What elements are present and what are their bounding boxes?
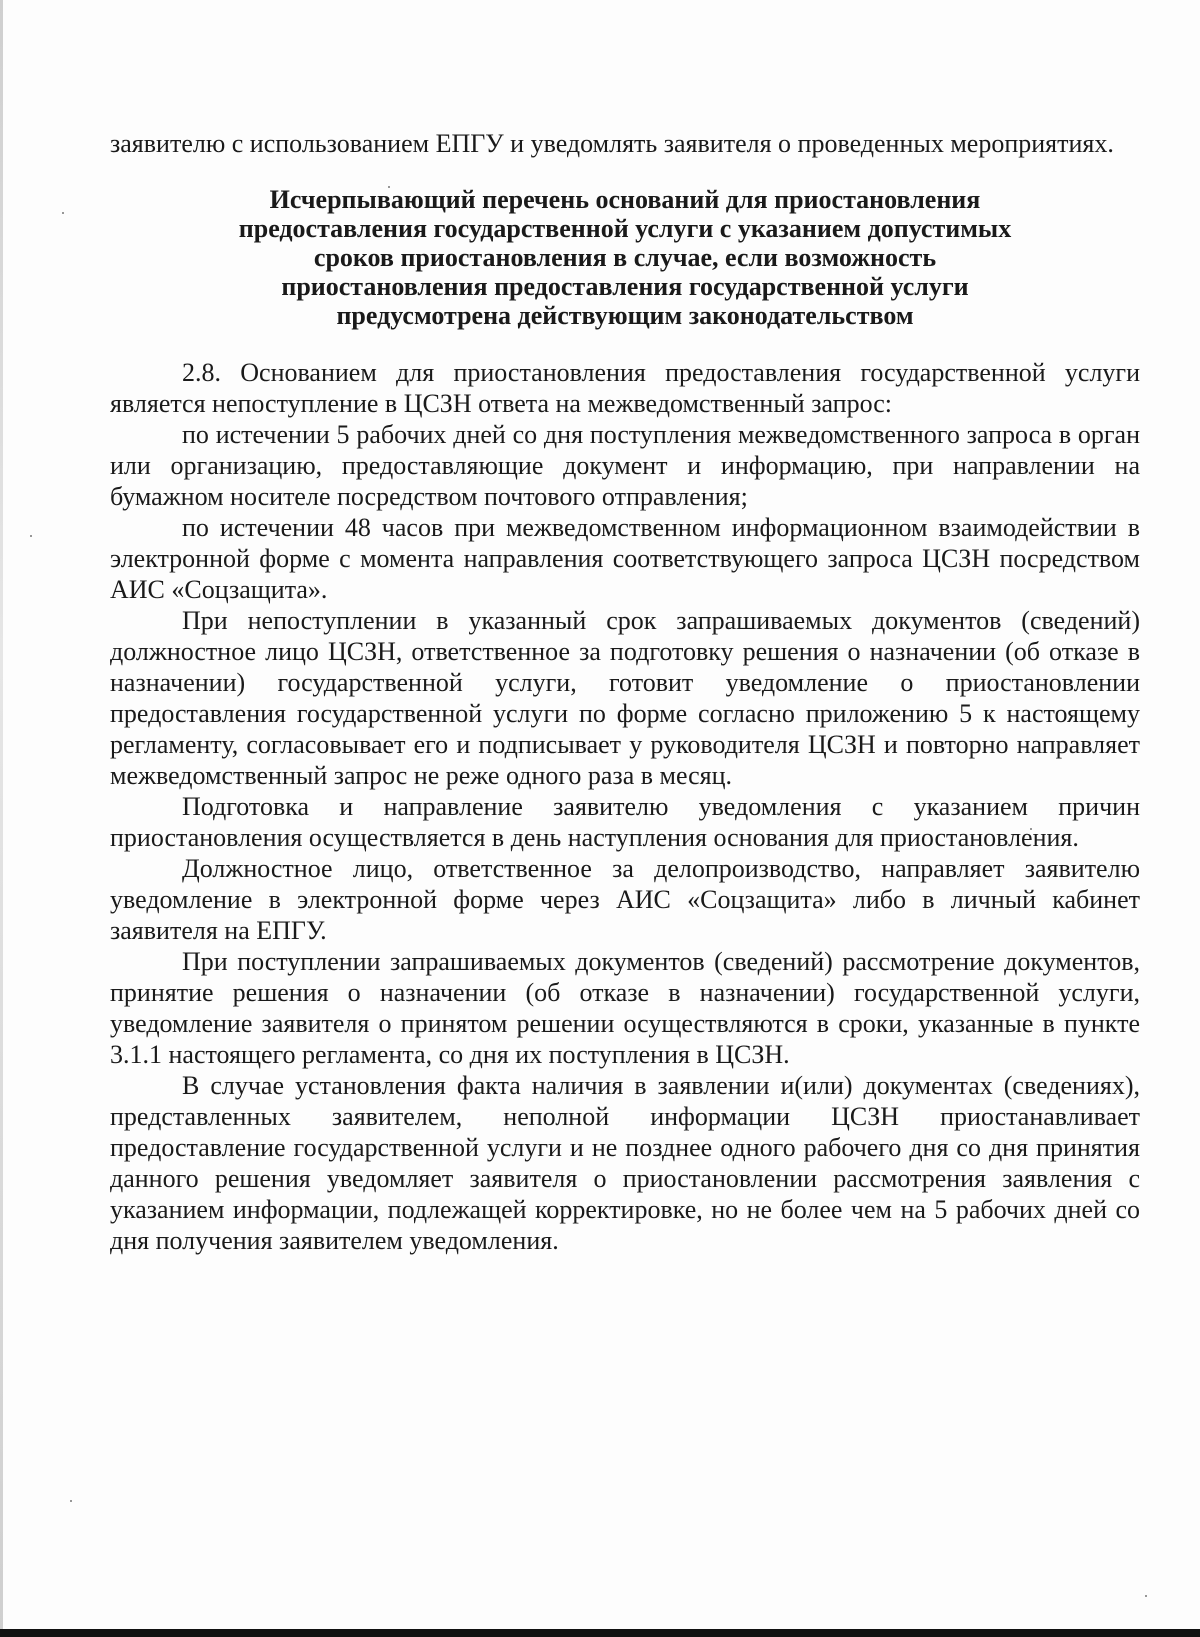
heading-line: предусмотрена действующим законодательством (336, 301, 914, 330)
scan-speck (30, 535, 32, 537)
scan-speck (62, 212, 64, 214)
paragraph-notification-prep: Подготовка и направление заявителю уведомления с указанием причин приостановления осуществляется в день наступления основания для приостановления. (110, 792, 1140, 852)
heading-line: приостановления предоставления государственной услуги (281, 272, 969, 301)
scan-speck (1145, 1595, 1147, 1597)
paragraph-paper-deadline: по истечении 5 рабочих дней со дня поступления межведомственного запроса в орган или организацию, предоставляющие документ и информацию, при направлении на бумажном носителе посредством почтового отправления; (110, 420, 1140, 511)
scan-speck (70, 1500, 72, 1502)
heading-line: Исчерпывающий перечень оснований для приостановления (269, 185, 981, 214)
scan-bottom-edge (0, 1629, 1200, 1637)
paragraph-electronic-deadline: по истечении 48 часов при межведомственном информационном взаимодействии в электронной форме с момента направления соответствующего запроса ЦСЗН посредством АИС «Соцзащита». (110, 513, 1140, 604)
document-body (110, 128, 1140, 1256)
paragraph-incomplete-info: В случае установления факта наличия в заявлении и(или) документах (сведениях), представленных заявителем, неполной информации ЦСЗН приостанавливает предоставление государственной услуги и не позднее одного рабочего дня со дня принятия данного решения уведомляет заявителя о приостановлении рассмотрения заявления с указанием информации, подлежащей корректировке, но не более чем на 5 рабочих дней со дня получения заявителем уведомления. (110, 1071, 1140, 1255)
heading-line: предоставления государственной услуги с указанием допустимых (238, 214, 1012, 243)
paragraph-2-8: 2.8. Основанием для приостановления предоставления государственной услуги является непоступление в ЦСЗН ответа на межведомственный запрос: (110, 358, 1140, 418)
section-heading (110, 185, 1140, 330)
intro-paragraph: заявителю с использованием ЕПГУ и уведомлять заявителя о проведенных мероприятиях. (110, 129, 1114, 158)
scan-left-edge (0, 0, 3, 1637)
paragraph-records-officer: Должностное лицо, ответственное за делопроизводство, направляет заявителю уведомление в электронной форме через АИС «Соцзащита» либо в личный кабинет заявителя на ЕПГУ. (110, 854, 1140, 945)
paragraph-non-receipt: При непоступлении в указанный срок запрашиваемых документов (сведений) должностное лицо ЦСЗН, ответственное за подготовку решения о назначении (об отказе в назначении) государственной услуги, готовит уведомление о приостановлении предоставления государственной услуги по форме согласно приложению 5 к настоящему регламенту, согласовывает его и подписывает у руководителя ЦСЗН и повторно направляет межведомственный запрос не реже одного раза в месяц. (110, 606, 1140, 790)
heading-line: сроков приостановления в случае, если возможность (313, 243, 937, 272)
paragraph-on-receipt: При поступлении запрашиваемых документов (сведений) рассмотрение документов, принятие решения о назначении (об отказе в назначении) государственной услуги, уведомление заявителя о принятом решении осуществляются в сроки, указанные в пункте 3.1.1 настоящего регламента, со дня их поступления в ЦСЗН. (110, 947, 1140, 1069)
